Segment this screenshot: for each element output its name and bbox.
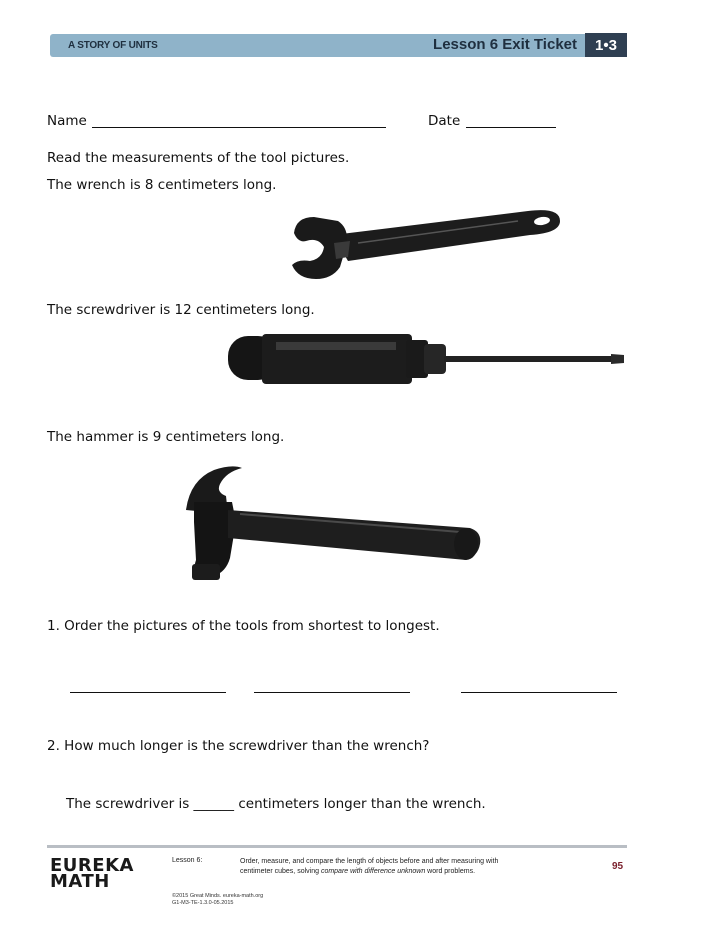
answer-line-2[interactable]	[254, 692, 410, 693]
date-field[interactable]	[466, 127, 556, 128]
eureka-math-logo	[50, 855, 134, 892]
wrench-icon	[288, 203, 563, 283]
screwdriver-icon	[226, 330, 626, 390]
footer-desc-part-1: Order, measure, and compare the length of objects before and after measuring with centimeter cubes, solving	[240, 858, 499, 875]
document-code: G1-M3-TE-1.3.0-05.2015	[172, 900, 234, 906]
copyright-text: ©2015 Great Minds. eureka-math.org	[172, 893, 264, 899]
question-1: 1. Order the pictures of the tools from shortest to longest.	[47, 618, 440, 634]
logo-line-1: EUREKA	[50, 855, 134, 876]
lesson-code-badge: 1•3	[585, 33, 627, 57]
answer-suffix: centimeters longer than the wrench.	[238, 796, 486, 812]
name-label: Name	[47, 113, 87, 129]
hammer-text: The hammer is 9 centimeters long.	[47, 429, 285, 445]
wrench-text: The wrench is 8 centimeters long.	[47, 177, 277, 193]
footer-lesson-label: Lesson 6:	[172, 857, 203, 864]
answer-line-1[interactable]	[70, 692, 226, 693]
screwdriver-text: The screwdriver is 12 centimeters long.	[47, 302, 315, 318]
hammer-icon	[180, 462, 485, 586]
answer-line-3[interactable]	[461, 692, 617, 693]
footer-lesson-description	[240, 857, 510, 877]
question-2-answer-sentence	[66, 796, 486, 812]
footer-copyright	[172, 893, 263, 907]
question-2: 2. How much longer is the screwdriver than the wrench?	[47, 738, 430, 754]
date-label: Date	[428, 113, 461, 129]
series-label: A STORY OF UNITS	[68, 40, 158, 51]
logo-line-2: MATH	[50, 871, 110, 892]
name-field[interactable]	[92, 127, 386, 128]
footer-desc-italic: compare with difference unknown	[320, 868, 426, 875]
footer-desc-part-2: word problems.	[427, 868, 476, 875]
answer-prefix: The screwdriver is	[66, 796, 190, 812]
answer-blank[interactable]: ______	[193, 796, 235, 812]
page-number: 95	[612, 861, 624, 872]
instructions: Read the measurements of the tool pictures.	[47, 150, 350, 166]
lesson-title: Lesson 6 Exit Ticket	[433, 36, 577, 53]
footer-divider	[47, 845, 627, 848]
